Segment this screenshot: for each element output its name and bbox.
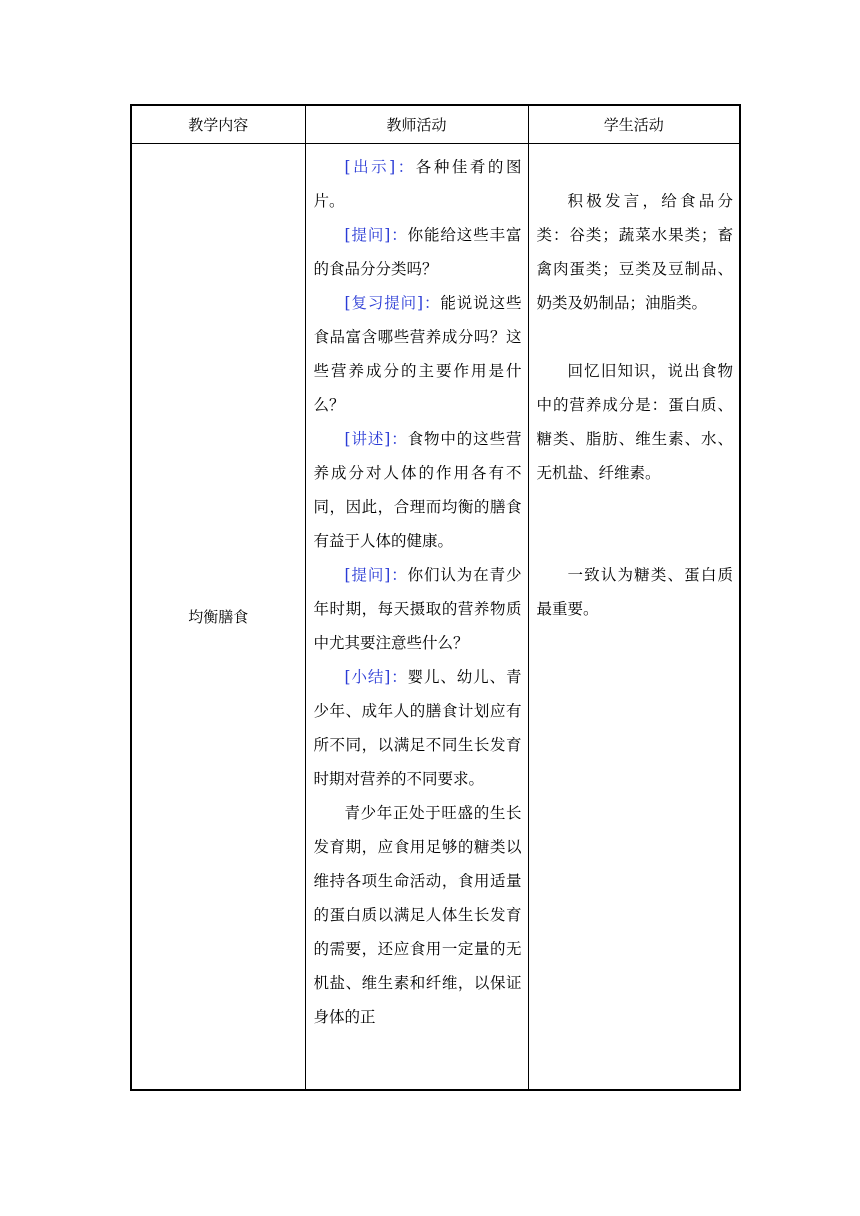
activity-tag-separator: ： xyxy=(423,294,441,312)
activity-text: 婴儿、幼儿、青少年、成年人的膳食计划应有所不同，以满足不同生长发育时期对营养的不同要求。 xyxy=(313,668,522,788)
lesson-plan-table xyxy=(130,104,741,1091)
header-teaching-content: 教学内容 xyxy=(131,105,305,144)
student-activity-item: 一致认为糖类、蛋白质最重要。 xyxy=(536,566,733,618)
teacher-activity-list xyxy=(314,144,522,1089)
header-row xyxy=(131,105,740,144)
teacher-activity-item xyxy=(314,558,522,660)
activity-tag: [复习提问] xyxy=(344,294,424,312)
teacher-activity-item xyxy=(314,218,522,286)
spacer xyxy=(537,490,734,558)
spacer xyxy=(537,320,734,354)
activity-tag: [出示] xyxy=(344,158,396,176)
activity-text: 你们认为在青少年时期，每天摄取的营养物质中尤其要注意些什么？ xyxy=(313,566,522,652)
student-activity-item: 回忆旧知识，说出食物中的营养成分是：蛋白质、糖类、脂肪、维生素、水、无机盐、纤维素。 xyxy=(536,362,733,482)
activity-tag-separator: ： xyxy=(390,226,408,244)
activity-text: 各种佳肴的图片。 xyxy=(313,158,522,210)
teacher-activity-item xyxy=(314,796,522,1034)
activity-text: 青少年正处于旺盛的生长发育期，应食用足够的糖类以维持各项生命活动，食用适量的蛋白质以满足人体生长发育的需要，还应食用一定量的无机盐、维生素和纤维，以保证身体的正 xyxy=(313,804,522,1026)
activity-tag: [提问] xyxy=(344,566,391,584)
header-teacher-activity: 教师活动 xyxy=(305,105,528,144)
header-student-activity: 学生活动 xyxy=(528,105,740,144)
table-row xyxy=(131,144,740,1091)
student-activity-cell xyxy=(528,144,740,1091)
teacher-activity-cell xyxy=(305,144,528,1091)
activity-text: 能说说这些食品富含哪些营养成分吗？这些营养成分的主要作用是什么？ xyxy=(313,294,522,414)
teaching-content-cell: 均衡膳食 xyxy=(131,144,305,1091)
student-activity-list xyxy=(537,144,734,626)
activity-text: 食物中的这些营养成分对人体的作用各有不同，因此，合理而均衡的膳食有益于人体的健康。 xyxy=(313,430,522,550)
activity-text: 你能给这些丰富的食品分分类吗？ xyxy=(313,226,522,278)
activity-tag-separator: ： xyxy=(390,668,408,686)
activity-tag-separator: ： xyxy=(395,158,416,176)
teacher-activity-item xyxy=(314,286,522,422)
activity-tag: [提问] xyxy=(344,226,391,244)
activity-tag: [讲述] xyxy=(344,430,391,448)
student-activity-item: 积极发言，给食品分类：谷类；蔬菜水果类；畜禽肉蛋类；豆类及豆制品、奶类及奶制品；油脂类。 xyxy=(536,192,733,312)
teacher-activity-item xyxy=(314,660,522,796)
activity-tag: [小结] xyxy=(344,668,391,686)
teacher-activity-item xyxy=(314,150,522,218)
activity-tag-separator: ： xyxy=(390,430,408,448)
activity-tag-separator: ： xyxy=(390,566,408,584)
teacher-activity-item xyxy=(314,422,522,558)
